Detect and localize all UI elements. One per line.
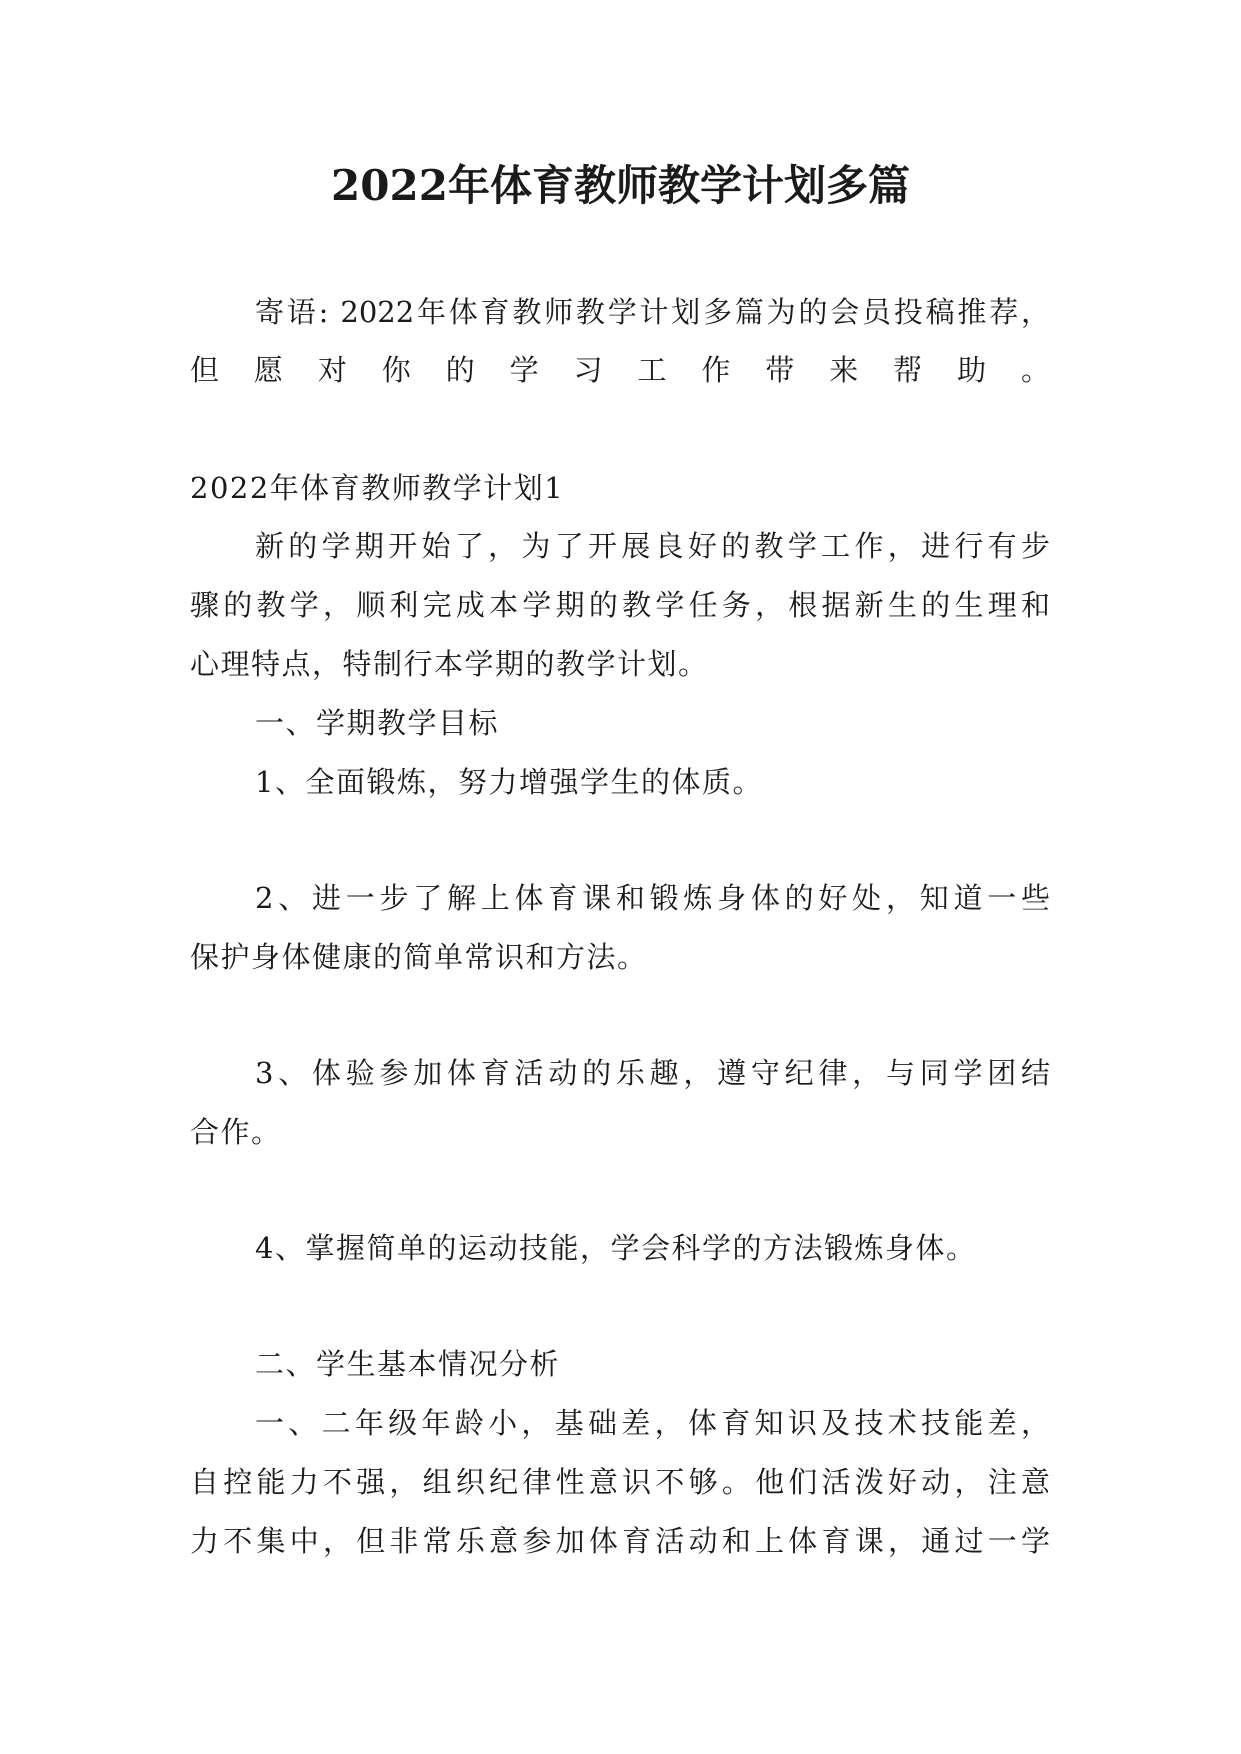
heading-student-analysis: 二、学生基本情况分析 [255, 1347, 561, 1381]
paragraph-intro-line-2: 骤的教学，顺利完成本学期的教学任务，根据新生的生理和 [190, 588, 1050, 622]
preface-line-1: 寄语: 2022年体育教师教学计划多篇为的会员投稿推荐， [255, 295, 1050, 329]
analysis-line-3: 力不集中，但非常乐意参加体育活动和上体育课，通过一学 [190, 1524, 1050, 1558]
goal-item-3-line-2: 合作。 [190, 1115, 282, 1149]
analysis-line-2: 自控能力不强，组织纪律性意识不够。他们活泼好动，注意 [190, 1465, 1050, 1499]
goal-item-3-line-1: 3、体验参加体育活动的乐趣，遵守纪律，与同学团结 [255, 1056, 1050, 1090]
preface-line-2: 但愿对你的学习工作带来帮助。 [190, 353, 1050, 387]
goal-item-4: 4、掌握简单的运动技能，学会科学的方法锻炼身体。 [255, 1231, 977, 1265]
paragraph-intro-line-3: 心理特点，特制行本学期的教学计划。 [190, 647, 709, 681]
goal-item-2-line-2: 保护身体健康的简单常识和方法。 [190, 940, 648, 974]
document-title: 2022年体育教师教学计划多篇 [331, 161, 910, 210]
analysis-line-1: 一、二年级年龄小，基础差，体育知识及技术技能差， [255, 1406, 1050, 1440]
goal-item-2-line-1: 2、进一步了解上体育课和锻炼身体的好处，知道一些 [255, 881, 1050, 915]
heading-goals: 一、学期教学目标 [255, 706, 500, 740]
goal-item-1: 1、全面锻炼，努力增强学生的体质。 [255, 765, 763, 799]
section-heading-plan-1: 2022年体育教师教学计划1 [190, 471, 565, 505]
paragraph-intro-line-1: 新的学期开始了，为了开展良好的教学工作，进行有步 [255, 529, 1050, 563]
